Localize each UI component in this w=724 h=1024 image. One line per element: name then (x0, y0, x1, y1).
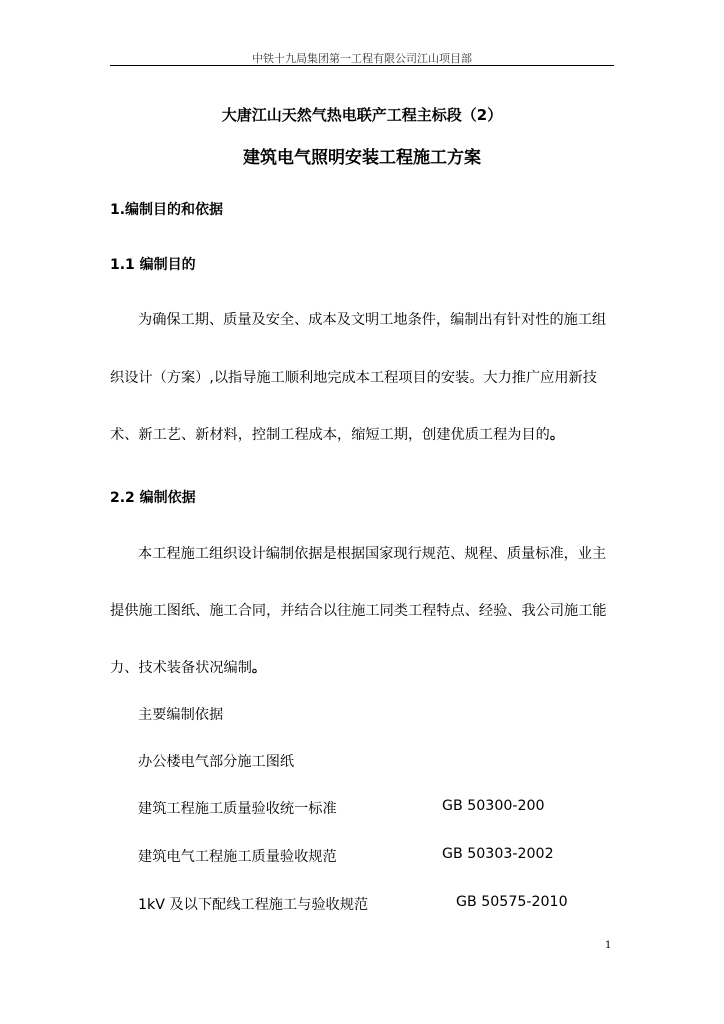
basis-item-2-code: GB 50300-200 (442, 798, 545, 814)
page-header: 中铁十九局集团第一工程有限公司江山项目部 (252, 52, 472, 65)
basis-item-1: 办公楼电气部分施工图纸 (138, 754, 295, 770)
document-subtitle: 建筑电气照明安装工程施工方案 (243, 148, 481, 168)
paragraph-1-period: 。 (549, 427, 565, 443)
basis-item-2: 建筑工程施工质量验收统一标准 (138, 801, 337, 817)
basis-item-4-code: GB 50575-2010 (456, 894, 568, 910)
basis-item-3: 建筑电气工程施工质量验收规范 (138, 849, 337, 865)
paragraph-2-line-3 (110, 657, 618, 677)
section-heading-2-2: 2.2 编制依据 (110, 490, 196, 506)
paragraph-1-line-3-text: 术、新工艺、新材料，控制工程成本，缩短工期，创建优质工程为目的 (110, 427, 550, 443)
paragraph-1-line-1: 为确保工期、质量及安全、成本及文明工地条件，编制出有针对性的施工组 (138, 312, 607, 328)
paragraph-2-period: 。 (251, 660, 267, 676)
paragraph-1-line-2: 织设计（方案）,以指导施工顺利地完成本工程项目的安装。大力推广应用新技 (110, 370, 597, 386)
header-rule (110, 65, 614, 66)
paragraph-2-line-1: 本工程施工组织设计编制依据是根据国家现行规范、规程、质量标准，业主 (138, 546, 607, 562)
basis-item-3-code: GB 50303-2002 (442, 846, 554, 862)
section-heading-1-1: 1.1 编制目的 (110, 257, 196, 273)
page-number: 1 (605, 940, 612, 951)
document-title: 大唐江山天然气热电联产工程主标段（2） (221, 106, 503, 124)
paragraph-1-line-3 (110, 424, 618, 444)
basis-heading: 主要编制依据 (138, 707, 224, 723)
paragraph-2-line-2: 提供施工图纸、施工合同，并结合以往施工同类工程特点、经验、我公司施工能 (110, 603, 607, 619)
basis-item-4: 1kV 及以下配线工程施工与验收规范 (138, 897, 369, 913)
paragraph-2-line-3-text: 力、技术装备状况编制 (110, 660, 252, 676)
section-heading-1: 1.编制目的和依据 (110, 202, 224, 218)
